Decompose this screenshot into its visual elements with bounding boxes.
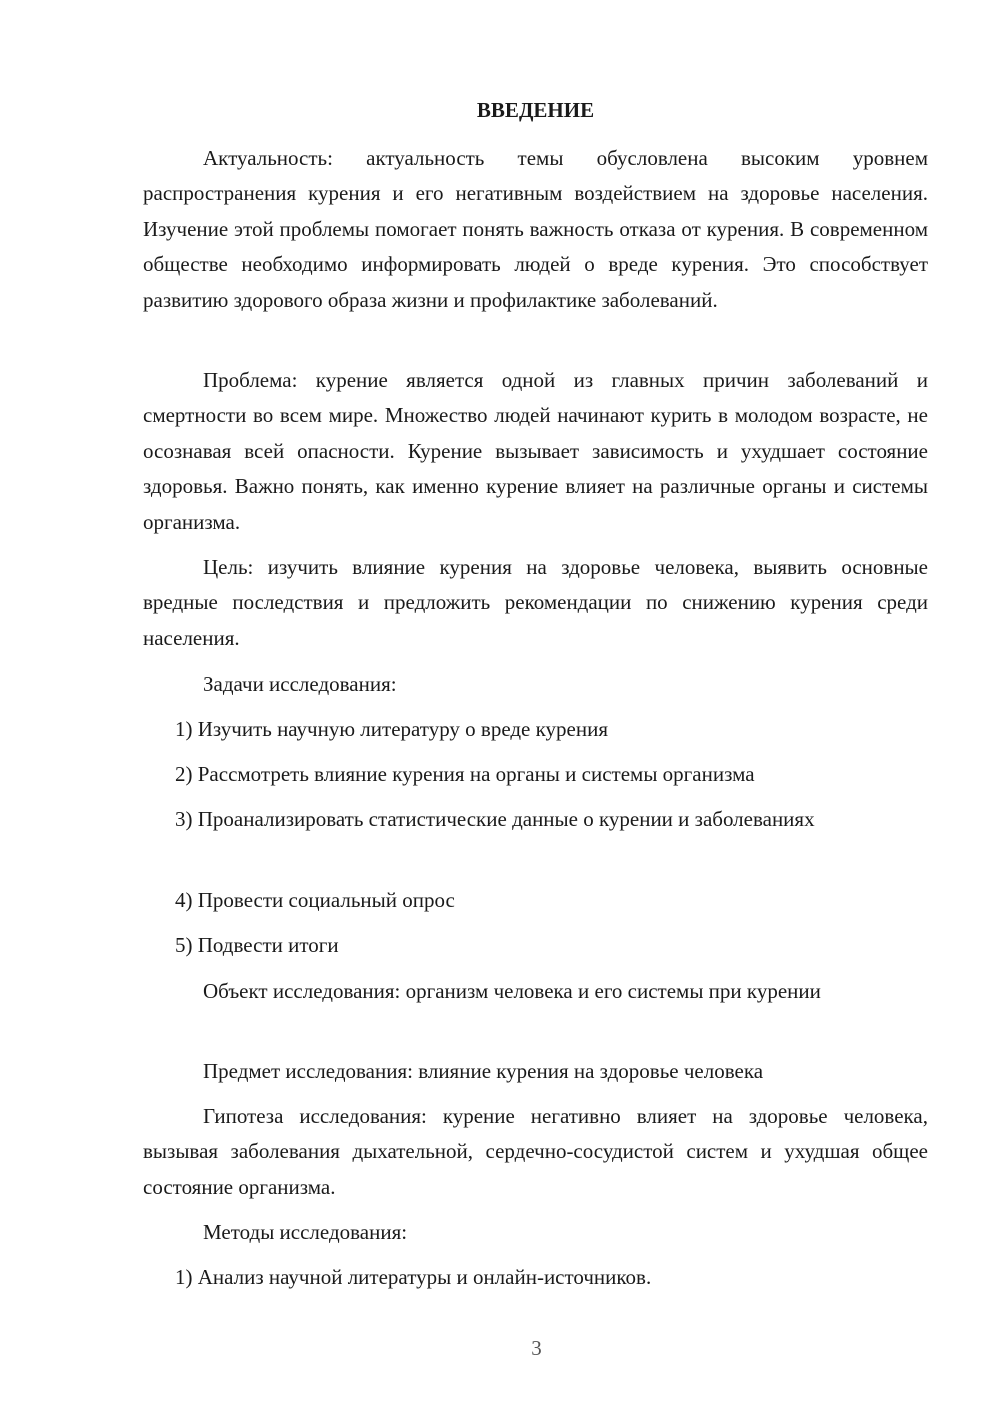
task-item-2: 2) Рассмотреть влияние курения на органы и системы организма (175, 762, 755, 786)
task-item-3: 3) Проанализировать статистические данные о курении и заболеваниях (175, 807, 815, 831)
task-item-4: 4) Провести социальный опрос (175, 888, 455, 912)
paragraph-goal: Цель: изучить влияние курения на здоровье человека, выявить основные вредные последствия и предложить рекомендации по снижению курения среди населения. (143, 555, 928, 650)
page-number: 3 (531, 1336, 542, 1360)
paragraph-hypothesis: Гипотеза исследования: курение негативно влияет на здоровье человека, вызывая заболевания дыхательной, сердечно-сосудистой систем и ухудшая общее состояние организма. (143, 1104, 928, 1199)
page-title: ВВЕДЕНИЕ (476, 98, 595, 122)
paragraph-object: Объект исследования: организм человека и его системы при курении (203, 979, 821, 1003)
paragraph-relevance: Актуальность: актуальность темы обусловлена высоким уровнем распространения курения и его негативным воздействием на здоровье населения. Изучение этой проблемы помогает понять важность отказа от курения. В современном обществе необходимо информировать людей о вреде курения. Это способствует развитию здорового образа жизни и профилактике заболеваний. (143, 146, 928, 312)
method-item-1: 1) Анализ научной литературы и онлайн-источников. (175, 1265, 652, 1289)
paragraph-methods-title: Методы исследования: (203, 1220, 408, 1244)
task-item-5: 5) Подвести итоги (175, 933, 339, 957)
paragraph-subject: Предмет исследования: влияние курения на здоровье человека (203, 1059, 764, 1083)
task-item-1: 1) Изучить научную литературу о вреде курения (175, 717, 608, 741)
paragraph-tasks-title: Задачи исследования: (203, 672, 397, 696)
paragraph-problem: Проблема: курение является одной из главных причин заболеваний и смертности во всем мире. Множество людей начинают курить в молодом возрасте, не осознавая всей опасности. Курение вызывает зависимость и ухудшает состояние здоровья. Важно понять, как именно курение влияет на различные органы и системы организма. (143, 368, 928, 534)
